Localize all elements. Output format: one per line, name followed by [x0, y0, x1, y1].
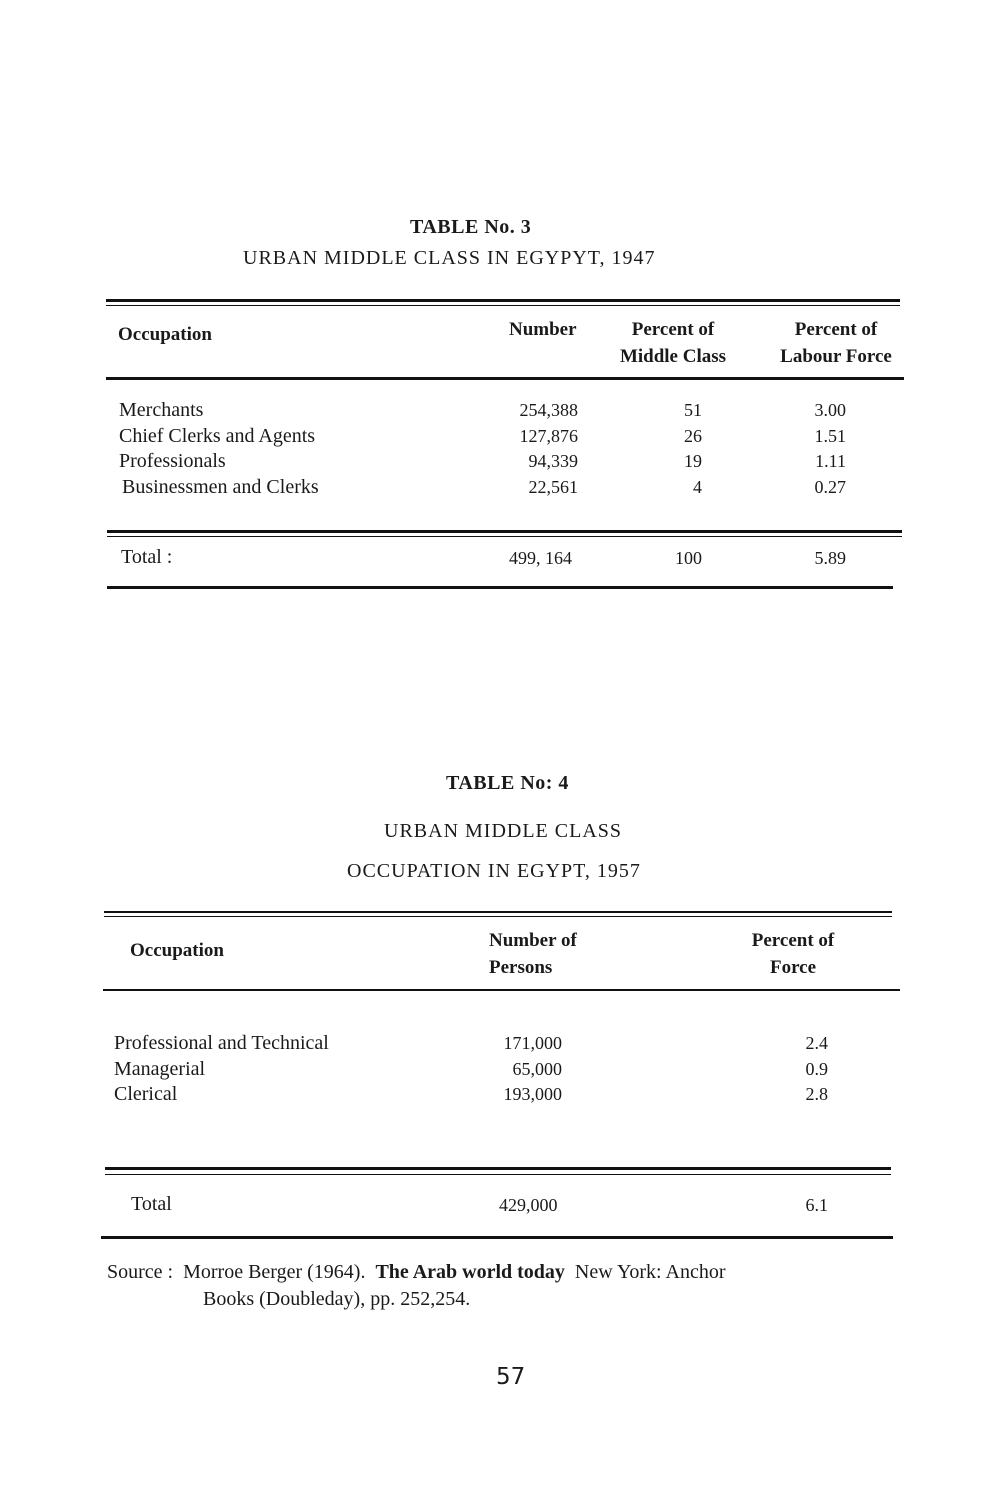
table4-body	[0, 1031, 1000, 1108]
table3-cell-occupation: Merchants	[119, 399, 204, 421]
table3-cell-number: 22,561	[528, 476, 578, 497]
table4-total-rule-thin	[105, 1174, 891, 1175]
table3-cell-pct-labour: 0.27	[814, 476, 846, 497]
table3-cell-pct-labour: 3.00	[814, 400, 846, 420]
table4-bottom-rule	[101, 1236, 893, 1239]
table4-header-pct-line1: Percent of	[751, 930, 835, 951]
table4-cell-occupation: Clerical	[114, 1083, 178, 1105]
table3-header-number: Number	[509, 319, 577, 340]
table3-header-pct-labour	[762, 316, 910, 370]
table4-total-rule	[105, 1167, 891, 1170]
table4-header-number-line1: Number of	[489, 930, 577, 951]
table3-subtitle: URBAN MIDDLE CLASS IN EGYPYT, 1947	[243, 247, 656, 269]
table3-total-number: 499, 164	[509, 548, 572, 568]
table3-cell-pct-middle: 4	[693, 476, 702, 497]
table-row	[0, 1057, 1000, 1083]
table3-cell-pct-middle: 51	[684, 400, 702, 420]
table4-cell-occupation: Professional and Technical	[114, 1032, 329, 1054]
table3-top-rule-thin	[106, 305, 900, 306]
table4-header-occupation: Occupation	[130, 940, 224, 961]
table-row	[0, 449, 1000, 475]
table3-total-rule	[107, 530, 902, 533]
table3-cell-occupation: Businessmen and Clerks	[122, 475, 319, 498]
table4-total-pct: 6.1	[805, 1195, 828, 1215]
table3-header-pct-labour-line2: Labour Force	[780, 346, 892, 367]
table4-cell-number: 65,000	[512, 1058, 562, 1079]
source-citation	[107, 1260, 725, 1286]
table-row	[0, 475, 1000, 501]
table3-header-pct-labour-line1: Percent of	[794, 319, 878, 340]
table3-top-rule	[106, 299, 900, 302]
page-number: 57	[496, 1364, 526, 1390]
table4-cell-pct: 0.9	[805, 1058, 828, 1079]
table-row	[0, 398, 1000, 424]
table3-header-pct-middle-line2: Middle Class	[619, 346, 727, 367]
table3-total-rule-thin	[107, 536, 902, 537]
source-label: Source :	[107, 1261, 174, 1283]
table4-subtitle-line1: URBAN MIDDLE CLASS	[384, 820, 623, 842]
table4-cell-number: 193,000	[503, 1084, 562, 1104]
table3-bottom-rule	[107, 586, 893, 589]
table4-header-number	[489, 927, 577, 981]
table3-cell-number: 254,388	[519, 400, 578, 420]
table4-top-rule	[104, 911, 892, 913]
table3-total-pct-labour: 5.89	[814, 548, 846, 568]
table4-cell-occupation: Managerial	[114, 1057, 206, 1080]
table3-cell-pct-labour: 1.51	[814, 425, 846, 446]
source-publisher: New York: Anchor	[574, 1261, 726, 1283]
table3-header-pct-middle-line1: Percent of	[631, 319, 715, 340]
source-author: Morroe Berger (1964).	[183, 1261, 366, 1283]
table3-total-label: Total :	[121, 546, 173, 568]
table3-cell-pct-middle: 26	[684, 425, 702, 446]
table3-cell-pct-labour: 1.11	[815, 451, 846, 471]
table3-title: TABLE No. 3	[410, 216, 532, 238]
table3-cell-pct-middle: 19	[684, 451, 702, 471]
table4-top-rule-thin	[104, 916, 892, 917]
table-row	[0, 1082, 1000, 1108]
table3-cell-occupation: Professionals	[119, 450, 226, 472]
table-row	[0, 424, 1000, 450]
table3-cell-occupation: Chief Clerks and Agents	[119, 424, 316, 447]
table-row	[0, 1031, 1000, 1057]
table4-cell-pct: 2.4	[805, 1033, 828, 1053]
table4-title: TABLE No: 4	[446, 772, 569, 794]
table4-header-number-line2: Persons	[489, 957, 553, 978]
table4-total-number: 429,000	[499, 1195, 558, 1215]
table3-header-occupation: Occupation	[118, 324, 212, 345]
table4-total-label: Total	[131, 1193, 172, 1215]
table3-cell-number: 127,876	[519, 425, 578, 446]
source-citation-line2: Books (Doubleday), pp. 252,254.	[203, 1288, 471, 1310]
table3-cell-number: 94,339	[528, 451, 578, 471]
table4-cell-number: 171,000	[503, 1033, 562, 1053]
table4-header-pct-line2: Force	[769, 957, 817, 978]
table4-cell-pct: 2.8	[805, 1084, 828, 1104]
table4-header-pct	[730, 927, 856, 981]
table3-total-pct-middle: 100	[675, 548, 702, 568]
table3-header-rule	[106, 377, 904, 380]
table4-header-rule	[103, 989, 900, 991]
table3-body	[0, 398, 1000, 500]
source-book-title: The Arab world today	[375, 1261, 565, 1283]
table3-header-pct-middle	[600, 316, 746, 370]
table4-subtitle-line2: OCCUPATION IN EGYPT, 1957	[347, 860, 641, 882]
